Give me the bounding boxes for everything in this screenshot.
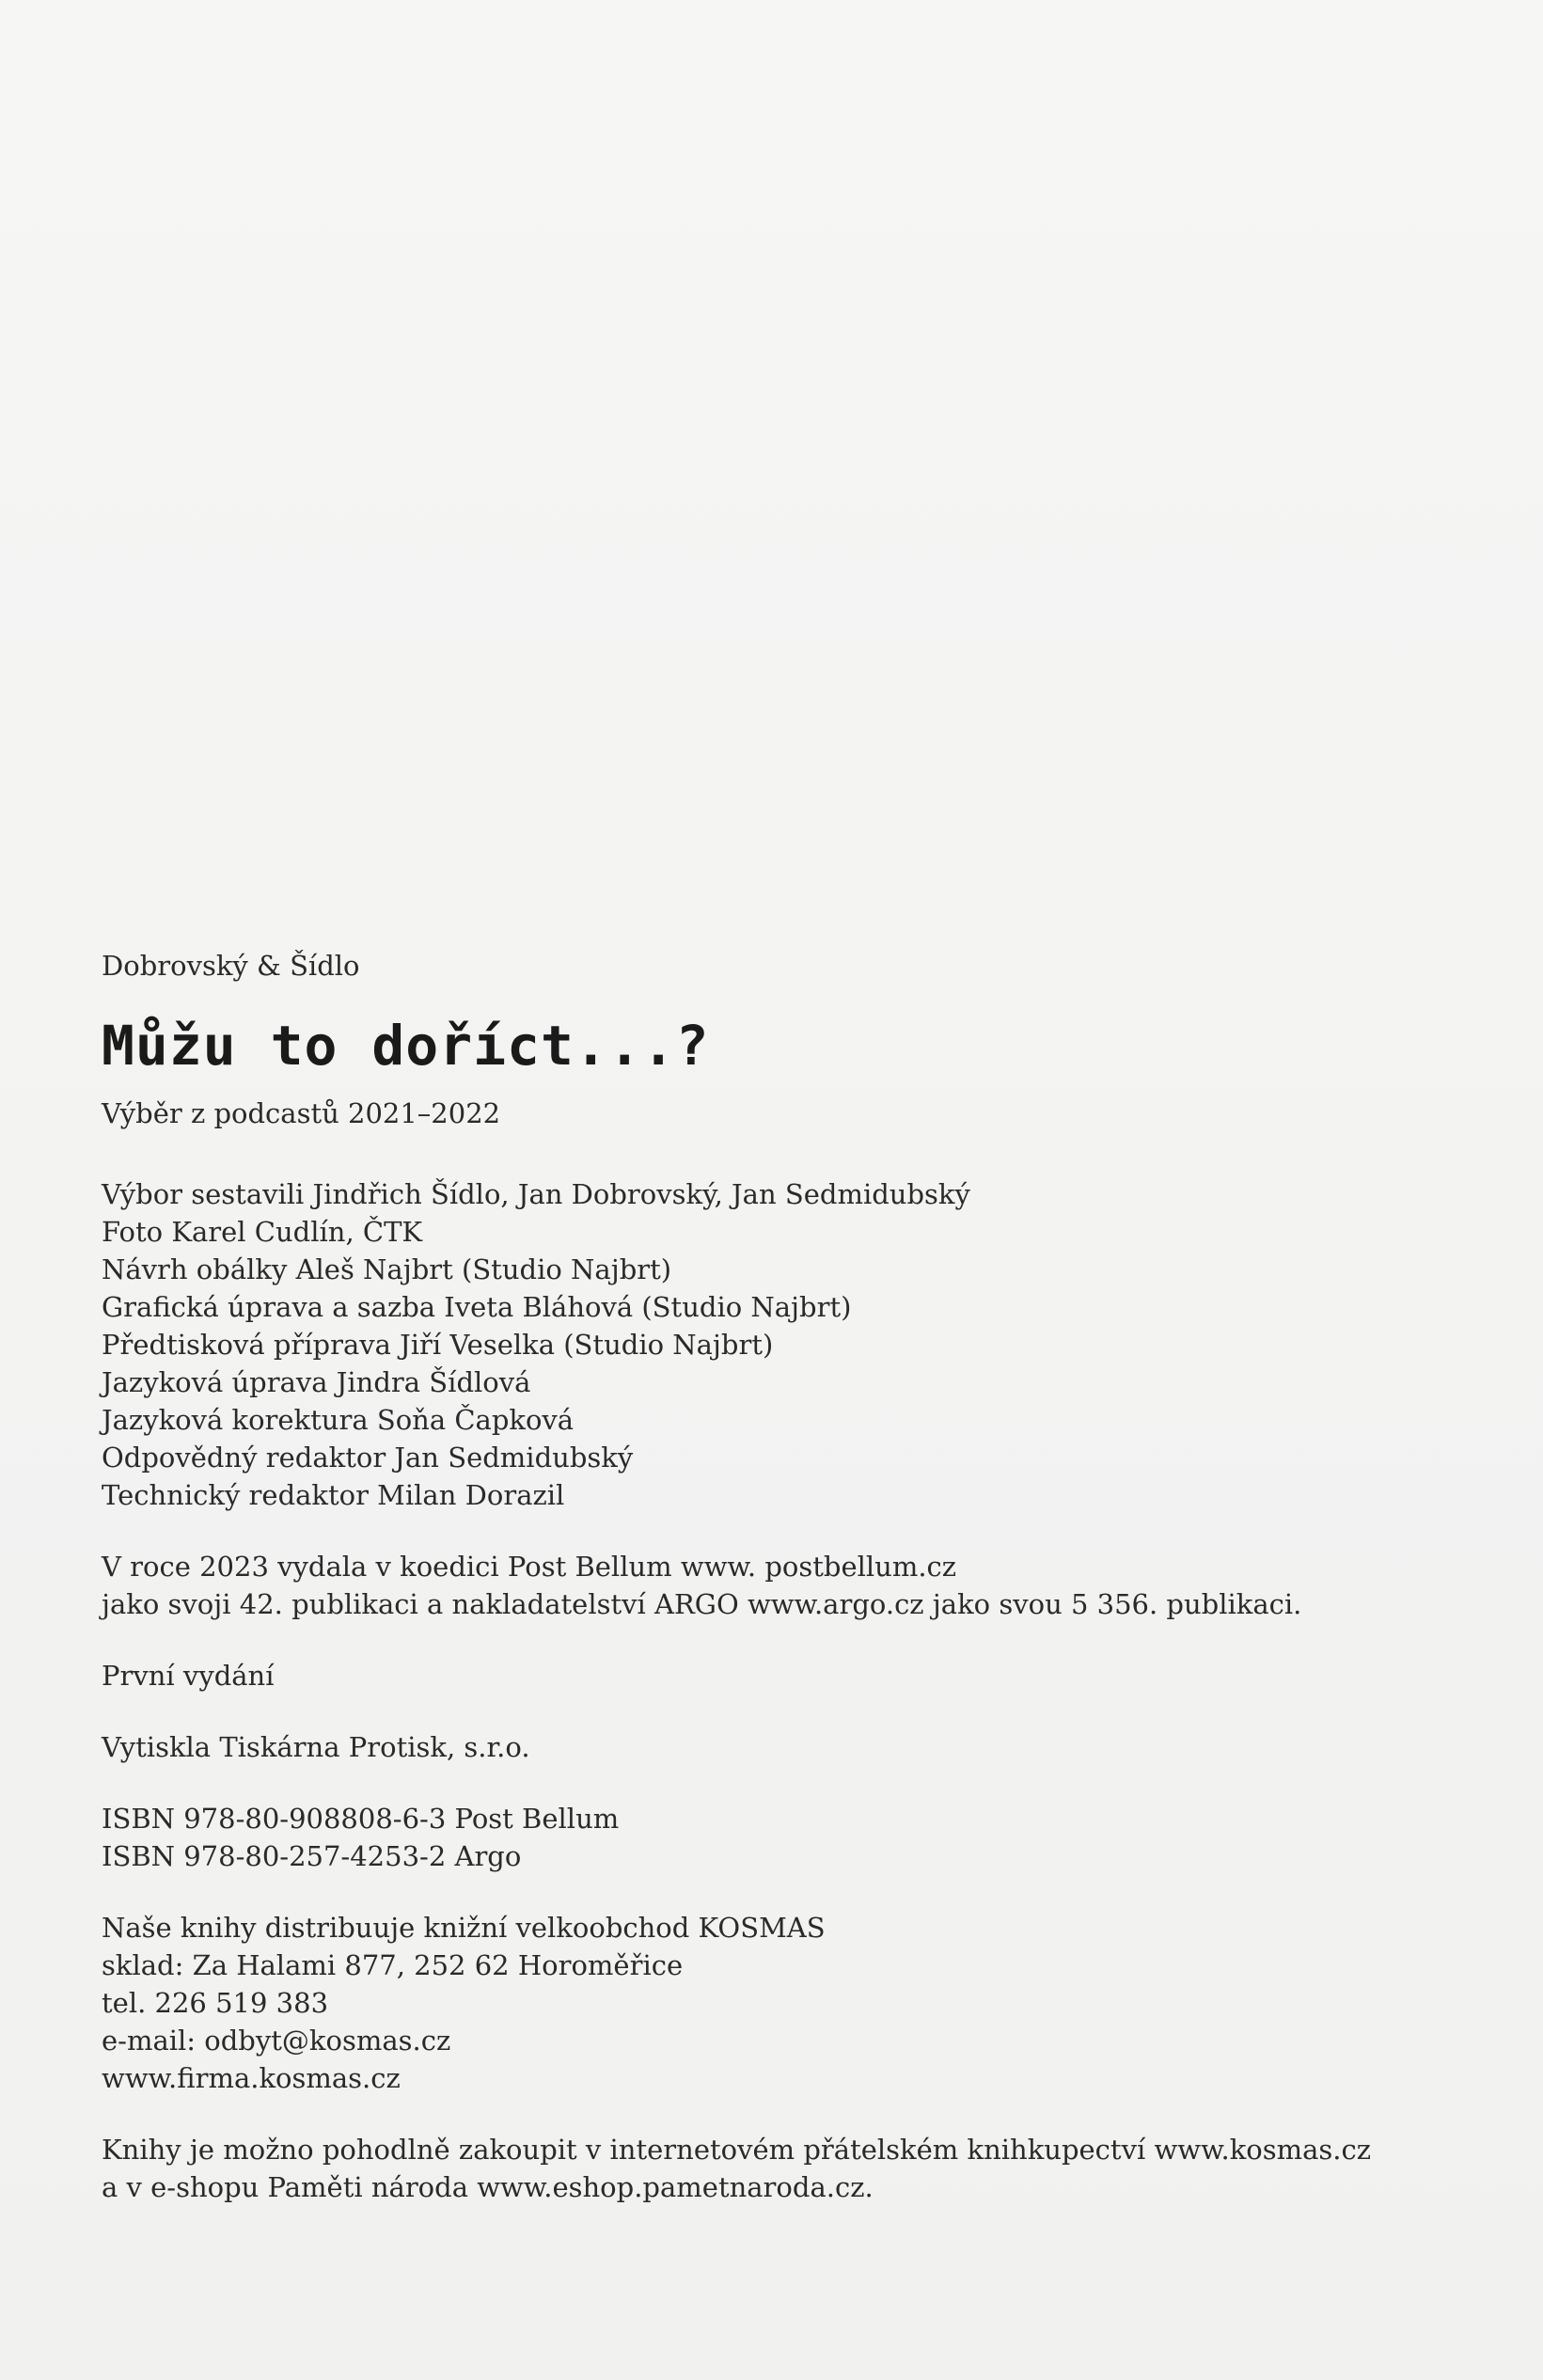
credit-line: Grafická úprava a sazba Iveta Bláhová (Studio Najbrt) bbox=[102, 1291, 852, 1323]
isbn-line: ISBN 978-80-257-4253-2 Argo bbox=[102, 1840, 522, 1872]
credit-line: Technický redaktor Milan Dorazil bbox=[102, 1479, 565, 1511]
colophon bbox=[102, 942, 1474, 2240]
credit-line: Výbor sestavili Jindřich Šídlo, Jan Dobrovský, Jan Sedmidubský bbox=[102, 1178, 970, 1210]
credit-line: Foto Karel Cudlín, ČTK bbox=[102, 1216, 423, 1248]
credit-line: Jazyková úprava Jindra Šídlová bbox=[102, 1366, 531, 1398]
book-title: Můžu to doříct...? bbox=[102, 1014, 710, 1078]
author-line: Dobrovský & Šídlo bbox=[102, 950, 360, 982]
publication-line: V roce 2023 vydala v koedici Post Bellum www. postbellum.cz bbox=[102, 1551, 957, 1583]
isbn-line: ISBN 978-80-908808-6-3 Post Bellum bbox=[102, 1803, 620, 1835]
purchase-block bbox=[102, 2131, 1474, 2206]
distribution-line: sklad: Za Halami 877, 252 62 Horoměřice bbox=[102, 1949, 684, 1981]
publication-line: jako svoji 42. publikaci a nakladatelství ARGO www.argo.cz jako svou 5 356. publikaci. bbox=[102, 1588, 1302, 1620]
edition-block bbox=[102, 1657, 1474, 1694]
distribution-line: e-mail: odbyt@kosmas.cz bbox=[102, 2025, 451, 2057]
isbn-block bbox=[102, 1800, 1474, 1875]
credit-line: Předtisková příprava Jiří Veselka (Studio Najbrt) bbox=[102, 1329, 774, 1361]
credit-line: Jazyková korektura Soňa Čapková bbox=[102, 1404, 575, 1436]
edition-line: První vydání bbox=[102, 1660, 275, 1692]
credit-line: Odpovědný redaktor Jan Sedmidubský bbox=[102, 1442, 634, 1474]
purchase-line: Knihy je možno pohodlně zakoupit v internetovém přátelském knihkupectví www.kosmas.cz bbox=[102, 2134, 1372, 2166]
book-subtitle: Výběr z podcastů 2021–2022 bbox=[102, 1097, 501, 1129]
distribution-block bbox=[102, 1909, 1474, 2097]
credits-block bbox=[102, 1175, 1474, 1514]
printer-block bbox=[102, 1728, 1474, 1766]
credit-line: Návrh obálky Aleš Najbrt (Studio Najbrt) bbox=[102, 1253, 672, 1285]
purchase-line: a v e-shopu Paměti národa www.eshop.pametnaroda.cz. bbox=[102, 2171, 874, 2203]
distribution-line: Naše knihy distribuuje knižní velkoobchod KOSMAS bbox=[102, 1912, 826, 1944]
distribution-line: tel. 226 519 383 bbox=[102, 1987, 329, 2019]
distribution-line: www.firma.kosmas.cz bbox=[102, 2062, 401, 2094]
publication-block bbox=[102, 1548, 1474, 1623]
printer-line: Vytiskla Tiskárna Protisk, s.r.o. bbox=[102, 1731, 530, 1763]
